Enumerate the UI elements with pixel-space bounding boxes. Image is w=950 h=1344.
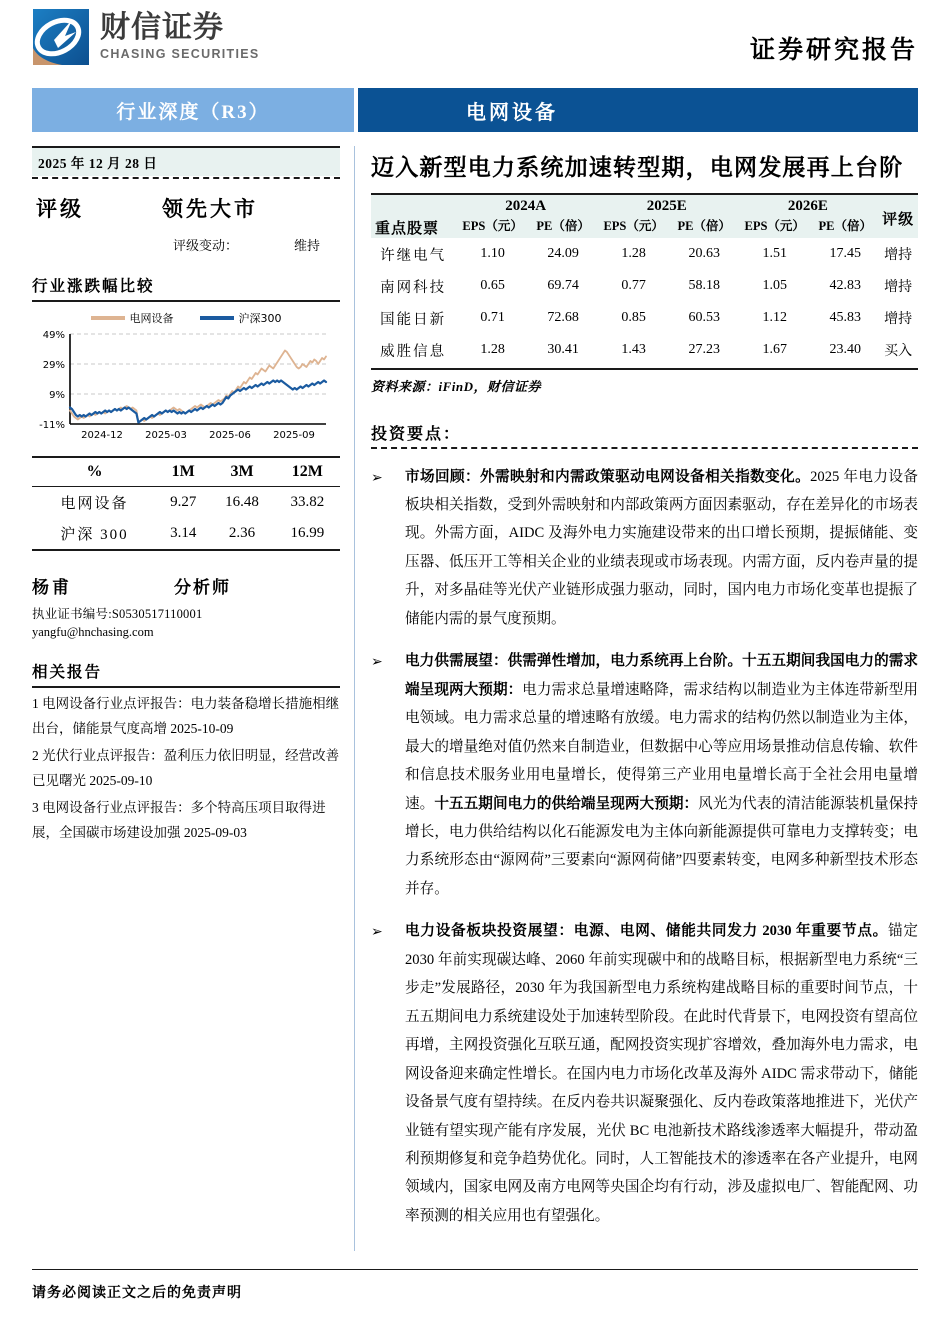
stock-col-header: 重点股票 bbox=[371, 194, 455, 238]
legend-label: 沪深300 bbox=[238, 312, 282, 325]
list-item[interactable]: 1 电网设备行业点评报告：电力装备稳增长措施相继出台，储能景气度高增 2025-10-09 bbox=[32, 696, 340, 736]
investment-points-title: 投资要点： bbox=[371, 425, 462, 443]
analyst-title: 分析师 bbox=[174, 578, 231, 597]
investment-point-lead: 市场回顾：外需映射和内需政策驱动电网设备相关指数变化。 bbox=[405, 468, 811, 485]
chart-section-rule bbox=[32, 300, 340, 302]
svg-text:49%: 49% bbox=[42, 330, 65, 341]
brand-name-cn: 财信证券 bbox=[100, 10, 224, 46]
stock-metric-cell: 60.53 bbox=[688, 310, 720, 326]
perf-cell: 2.36 bbox=[228, 525, 256, 541]
stock-name: 许继电气 bbox=[380, 247, 447, 264]
chart-canvas bbox=[32, 328, 332, 446]
perf-row-name: 沪深 300 bbox=[60, 527, 129, 543]
stock-metric-cell: 45.83 bbox=[829, 310, 861, 326]
stock-metric-cell: 24.09 bbox=[547, 246, 579, 262]
investment-point bbox=[371, 647, 918, 903]
stock-metric-cell: 58.18 bbox=[688, 278, 720, 294]
perf-row-name: 电网设备 bbox=[32, 487, 157, 519]
legend-label: 电网设备 bbox=[129, 312, 174, 325]
bullet-arrow-icon: ➢ bbox=[371, 470, 383, 486]
stock-metric-cell: 30.41 bbox=[547, 342, 579, 358]
stock-metric-cell: 0.71 bbox=[480, 310, 505, 326]
stock-rating-cell: 增持 bbox=[884, 248, 913, 264]
stock-name: 威胜信息 bbox=[380, 343, 447, 360]
banner-industry-label: 电网设备 bbox=[466, 101, 558, 124]
metric-header: EPS（元） bbox=[737, 215, 812, 238]
table-row bbox=[32, 518, 340, 549]
investment-point-lead: 电力供需展望：供需弹性增加，电力系统再上台阶。十五五期间我国电力的需求端呈现两大预期： bbox=[405, 653, 918, 698]
year-group-header: 2026E bbox=[737, 194, 878, 215]
banner-report-type bbox=[32, 88, 354, 132]
investment-point-body: 电力需求总量增速略降，需求结构以制造业为主体连带新型用电领域。电力需求总量的增速略有放缓。电力需求的结构仍然以制造业为主体，最大的增量绝对值仍然来自制造业，但数据中心等应用场景推动信息传输、软件和信息技术服务业用电量增长，使得第三产业用电量增长高于全社会用电量增速。 bbox=[405, 681, 918, 812]
investment-point-body: 风光为代表的清洁能源装机量保持增长，电力供给结构以化石能源发电为主体向新能源提供可靠电力支撑转变；电力系统形态由“源网荷”三要素向“源网荷储”四要素转变，电网多种新型技术形态并存。 bbox=[405, 795, 918, 897]
chart-legend bbox=[32, 310, 340, 326]
stock-name: 南网科技 bbox=[380, 279, 447, 296]
related-reports-rule bbox=[32, 686, 340, 688]
perf-cell: 9.27 bbox=[157, 487, 209, 519]
table-row bbox=[32, 487, 340, 519]
stock-name: 国能日新 bbox=[380, 311, 447, 328]
stock-metric-cell: 23.40 bbox=[829, 342, 861, 358]
analyst-block bbox=[32, 573, 340, 640]
stock-metric-cell: 27.23 bbox=[688, 342, 720, 358]
legend-item-1 bbox=[200, 310, 282, 326]
perf-col-1: 1M bbox=[157, 457, 209, 487]
stock-metric-cell: 1.28 bbox=[621, 246, 646, 262]
chasing-securities-logo-icon bbox=[32, 8, 90, 66]
svg-text:2025-06: 2025-06 bbox=[209, 430, 251, 441]
stock-metric-cell: 1.67 bbox=[762, 342, 787, 358]
year-group-header: 2025E bbox=[596, 194, 737, 215]
stock-metric-cell: 1.43 bbox=[621, 342, 646, 358]
banner-report-type-label: 行业深度（R3） bbox=[116, 101, 270, 123]
bullet-arrow-icon: ➢ bbox=[371, 655, 383, 671]
rating-value: 领先大市 bbox=[162, 197, 258, 221]
perf-col-2: 3M bbox=[209, 457, 274, 487]
metric-header: EPS（元） bbox=[455, 215, 530, 238]
stock-rating-cell: 买入 bbox=[884, 344, 913, 360]
masthead bbox=[32, 0, 918, 86]
source-line: 资料来源：iFinD，财信证券 bbox=[371, 378, 542, 394]
table-row bbox=[371, 334, 918, 368]
stock-metric-cell: 72.68 bbox=[547, 310, 579, 326]
rating-change-row bbox=[32, 235, 340, 254]
bullet-arrow-icon: ➢ bbox=[371, 925, 383, 941]
brand-text bbox=[100, 10, 260, 62]
date-bottom-rule bbox=[32, 177, 340, 179]
list-item[interactable]: 3 电网设备行业点评报告：多个特高压项目取得进展，全国碳市场建设加强 2025-09-03 bbox=[32, 799, 326, 840]
analyst-row bbox=[32, 573, 340, 598]
rating-col-header: 评级 bbox=[878, 194, 918, 238]
metric-header: PE（倍） bbox=[671, 215, 737, 238]
stock-rating-cell: 增持 bbox=[884, 312, 913, 328]
metric-header: EPS（元） bbox=[596, 215, 671, 238]
rating-change-label: 评级变动： bbox=[172, 238, 238, 253]
investment-point-text bbox=[405, 647, 918, 903]
key-stocks-table bbox=[371, 193, 918, 368]
stock-metric-cell: 1.28 bbox=[480, 342, 505, 358]
year-group-header: 2024A bbox=[455, 194, 596, 215]
investment-points-list bbox=[371, 463, 918, 1231]
svg-text:2025-09: 2025-09 bbox=[273, 430, 315, 441]
svg-text:-11%: -11% bbox=[39, 420, 65, 431]
analyst-email[interactable]: yangfu@hnchasing.com bbox=[32, 625, 154, 639]
performance-table-bottom-rule bbox=[32, 549, 340, 551]
stock-metric-cell: 42.83 bbox=[829, 278, 861, 294]
performance-table bbox=[32, 456, 340, 549]
metric-header: PE（倍） bbox=[812, 215, 878, 238]
table-header-row bbox=[32, 457, 340, 487]
investment-points-rule bbox=[371, 447, 918, 449]
perf-cell: 33.82 bbox=[275, 487, 340, 519]
table-row bbox=[371, 270, 918, 302]
brand-logo bbox=[32, 8, 260, 66]
key-stocks-body bbox=[371, 238, 918, 368]
column-divider bbox=[354, 146, 355, 1251]
analyst-certificate: 执业证书编号:S0530517110001 bbox=[32, 607, 203, 621]
legend-item-0 bbox=[91, 310, 174, 326]
body-columns bbox=[32, 146, 918, 1251]
stock-metric-cell: 69.74 bbox=[547, 278, 579, 294]
investment-point-text bbox=[405, 917, 918, 1230]
svg-text:9%: 9% bbox=[49, 390, 65, 401]
analyst-name: 杨甫 bbox=[32, 578, 72, 597]
svg-text:29%: 29% bbox=[42, 360, 65, 371]
legend-swatch-icon bbox=[91, 316, 125, 320]
investment-point-text bbox=[405, 463, 918, 634]
report-kind-label: 证券研究报告 bbox=[749, 37, 918, 64]
perf-cell: 3.14 bbox=[170, 525, 197, 541]
sidebar bbox=[32, 146, 354, 1251]
stock-metric-cell: 1.10 bbox=[480, 246, 505, 262]
stock-metric-cell: 1.51 bbox=[762, 246, 787, 262]
stock-metric-cell: 0.85 bbox=[621, 310, 646, 326]
perf-cell: 16.99 bbox=[290, 525, 325, 541]
stock-rating-cell: 增持 bbox=[884, 280, 913, 296]
investment-point-lead: 电力设备板块投资展望：电源、电网、储能共同发力 2030 年重要节点。 bbox=[405, 923, 889, 940]
table-row bbox=[371, 302, 918, 334]
industry-performance-chart bbox=[32, 310, 340, 446]
stock-metric-cell: 20.63 bbox=[688, 246, 720, 262]
table-row bbox=[371, 238, 918, 270]
rating-label: 评级 bbox=[36, 197, 84, 221]
page-title: 迈入新型电力系统加速转型期，电网发展再上台阶 bbox=[371, 155, 904, 180]
investment-point-body: 2025 年电力设备板块相关指数，受到外需映射和内部政策两方面因素驱动，存在差异化的市场表现。外需方面，AIDC 及海外电力实施建设带来的出口增长预期，提振储能、变压器、低压开工等相关企业的业绩表现或市场表现。内需方面，反内卷声量的提升，对多晶硅等光伏产业链形成强力驱动，同时，国内电力市场化变革也提振了储能内需的景气度预期。 bbox=[405, 468, 918, 627]
perf-col-3: 12M bbox=[275, 457, 340, 487]
footer-disclaimer: 请务必阅读正文之后的免责声明 bbox=[32, 1286, 242, 1301]
investment-point-body: 锚定 2030 年前实现碳达峰、2060 年前实现碳中和的战略目标，根据新型电力系统“三步走”发展路径，2030 年为我国新型电力系统构建战略目标的重要时间节点，十五五期间电力系统建设处于加速转型阶段。在此时代背景下，电网投资有望高位再增，主网投资强化互联互通，配网投资实现扩容增效，叠加海外电力需求，电网设备迎来确定性增长。在国内电力市场化改革及海外 AIDC 需求带动下，储能设备景气度有望持续。在反内卷共识凝聚强化、反内卷政策落地推进下，光伏产业链有望实现产能有序发展，光伏 BC 电池新技术路线渗透率大幅提升，带动盈利预期修复和竞争趋势优化。同时，人工智能技术的渗透率在各产业提升，电网领域内，国家电网及南方电网等央国企均有行动，涉及虚拟电厂、智能配网、功率预测的相关应用也有望强化。 bbox=[405, 923, 918, 1224]
table-header-years bbox=[371, 194, 918, 215]
brand-name-en: CHASING SECURITIES bbox=[100, 47, 260, 62]
metric-header: PE（倍） bbox=[530, 215, 596, 238]
main-content bbox=[371, 146, 918, 1251]
chart-section-title: 行业涨跌幅比较 bbox=[32, 278, 155, 295]
banner-industry bbox=[358, 88, 918, 132]
rating-row bbox=[32, 193, 340, 223]
stock-metric-cell: 17.45 bbox=[829, 246, 861, 262]
stock-metric-cell: 1.12 bbox=[762, 310, 787, 326]
stock-metric-cell: 0.65 bbox=[480, 278, 505, 294]
list-item[interactable]: 2 光伏行业点评报告：盈利压力依旧明显，经营改善已见曙光 2025-09-10 bbox=[32, 747, 340, 788]
investment-point bbox=[371, 917, 918, 1230]
svg-text:2024-12: 2024-12 bbox=[81, 430, 123, 441]
stock-metric-cell: 1.05 bbox=[762, 278, 787, 294]
related-reports-title: 相关报告 bbox=[32, 664, 103, 681]
investment-point-lead: 十五五期间电力的供给端呈现两大预期： bbox=[434, 795, 699, 812]
svg-text:2025-03: 2025-03 bbox=[145, 430, 187, 441]
stock-table-bottom-rule bbox=[371, 368, 918, 370]
report-date: 2025 年 12 月 28 日 bbox=[32, 148, 340, 176]
related-reports-list bbox=[32, 692, 340, 846]
perf-col-0: % bbox=[32, 457, 157, 487]
legend-swatch-icon bbox=[200, 316, 234, 320]
stock-metric-cell: 0.77 bbox=[621, 278, 646, 294]
investment-point bbox=[371, 463, 918, 634]
banner-row bbox=[32, 88, 918, 132]
perf-cell: 16.48 bbox=[209, 487, 274, 519]
rating-change-value: 维持 bbox=[293, 238, 320, 253]
